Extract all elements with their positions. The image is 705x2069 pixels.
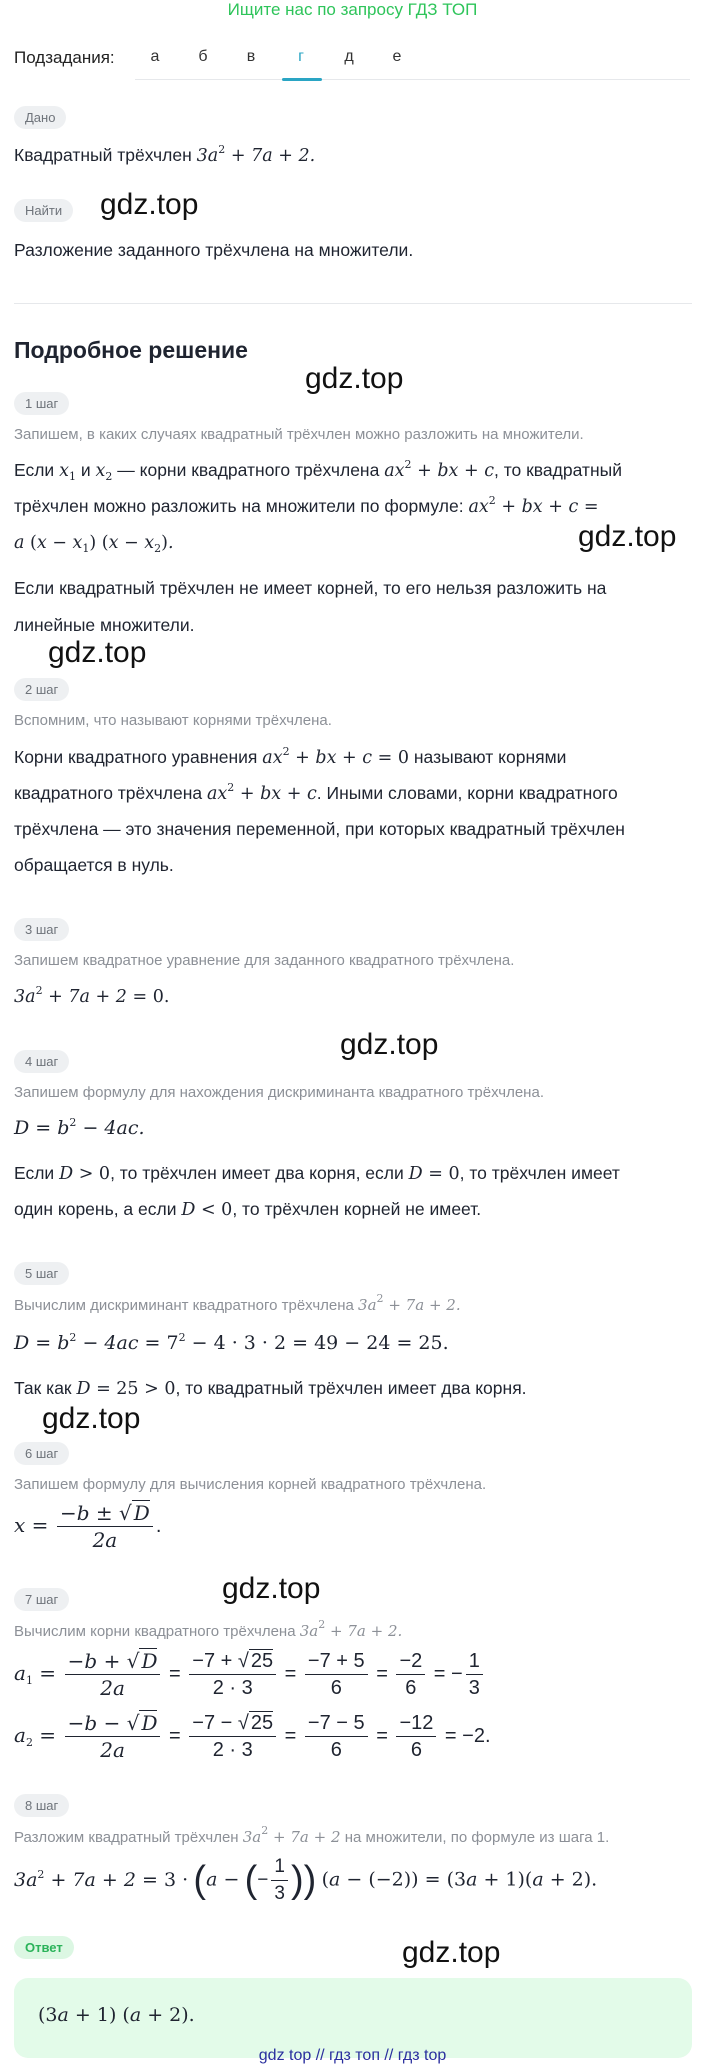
step-6-chip: 6 шаг [14,1442,69,1465]
footer-links[interactable]: gdz top // гдз топ // гдз top [258,2047,447,2064]
step-3-equation: $3a^2 + 7a + 2 = 0$. [14,984,170,1007]
step-8-hint: Разложим квадратный трёхчлен $3a^2 + 7a + 2$ на множители, по формуле из шага 1. [14,1824,610,1846]
tab-b[interactable]: б [198,48,208,65]
step-1-line-3: a $(x - x_1)$ $(x - x_2)$. [14,533,174,555]
solution-title: Подробное решение [14,337,248,363]
step-2-hint: Вспомним, что называют корнями трёхчлена. [14,712,332,729]
find-chip: Найти [14,199,73,222]
step-1-hint: Запишем, в каких случаях квадратный трёхчлен можно разложить на множители. [14,426,584,443]
active-tab-indicator [282,78,322,81]
step-7-hint: Вычислим корни квадратного трёхчлена $3a^2 + 7a + 2$. [14,1618,403,1640]
step-4-formula: $D = b^2 - 4ac$. [14,1116,145,1139]
answer-box [14,1978,692,2058]
tab-d[interactable]: д [344,48,354,65]
watermark: gdz.top [305,362,404,395]
step-2-chip: 2 шаг [14,678,69,701]
watermark: gdz.top [402,1936,501,1969]
watermark: gdz.top [48,636,147,669]
step-1-line-4: Если квадратный трёхчлен не имеет корней, то его нельзя разложить на [14,578,607,598]
answer-chip: Ответ [14,1936,74,1959]
step-7-chip: 7 шаг [14,1588,69,1611]
step-5-hint: Вычислим дискриминант квадратного трёхчлена $3a^2 + 7a + 2$. [14,1292,461,1314]
watermark: gdz.top [340,1028,439,1061]
step-6-formula: x = $\frac{-b \pm √ D}{2a}$ . [14,1501,162,1552]
section-divider [14,303,692,304]
watermark: gdz.top [42,1402,141,1435]
tab-a[interactable]: а [150,48,160,65]
given-text: Квадратный трёхчлен $3a^2 + 7a + 2$. [14,143,316,166]
step-4-line-2: один корень, а если D < 0, то трёхчлен корней не имеет. [14,1199,482,1220]
watermark: gdz.top [222,1572,321,1605]
step-2-line-3: трёхчлена — это значения переменной, при которых квадратный трёхчлен [14,819,625,839]
step-7-root-2: $a_2$ = $\frac{-b - √ D}{2a}$ = $\frac{-7 - √ 25}{2 \cdot 3}$ = $\frac{-7 - 5}{6}$ = $\frac{-12}{6}$ = −2. [14,1711,491,1762]
step-1-line-5: линейные множители. [14,615,195,635]
given-chip: Дано [14,106,66,129]
step-6-hint: Запишем формулу для вычисления корней квадратного трёхчлена. [14,1476,487,1493]
answer-value: (3a + 1) (a + 2). [38,2004,195,2026]
step-3-chip: 3 шаг [14,918,69,941]
step-1-chip: 1 шаг [14,392,69,415]
tab-e[interactable]: е [392,48,402,65]
step-5-conclusion: Так как D = 25 > 0, то квадратный трёхчлен имеет два корня. [14,1378,527,1399]
watermark: gdz.top [578,520,677,553]
tab-g[interactable]: г [298,48,304,65]
tabs-divider [135,79,690,80]
step-3-hint: Запишем квадратное уравнение для заданного квадратного трёхчлена. [14,952,515,969]
subtasks-label: Подзадания: [14,48,115,67]
step-8-equation: $3a^2 + 7a + 2 = 3 \cdot (a$ − (− $\frac{1}{3}$ )) (a − (−2)) = (3a + 1)(a + 2). [14,1856,598,1904]
step-5-equation: $D = b^2 - 4ac = 7^2 - 4 \cdot 3 \cdot 2 = 49 - 24 = 25$. [14,1331,449,1354]
step-1-line-1: Если $x_1$ и $x_2$ — корни квадратного трёхчлена $ax^2$ + bx + c, то квадратный [14,458,622,483]
step-4-line-1: Если D > 0, то трёхчлен имеет два корня, если D = 0, то трёхчлен имеет [14,1163,620,1184]
step-4-chip: 4 шаг [14,1050,69,1073]
step-7-root-1: $a_1$ = $\frac{-b + √ D}{2a}$ = $\frac{-7 + √ 25}{2 \cdot 3}$ = $\frac{-7 + 5}{6}$ = $\frac{-2}{6}$ = − $\frac{1}{3}$ [14,1648,486,1701]
step-1-line-2: трёхчлен можно разложить на множители по формуле: $ax^2$ + bx + c = [14,494,599,517]
step-2-line-4: обращается в нуль. [14,855,174,875]
step-5-chip: 5 шаг [14,1262,69,1285]
tab-v[interactable]: в [246,48,256,65]
step-8-chip: 8 шаг [14,1794,69,1817]
step-2-line-1: Корни квадратного уравнения $ax^2$ + bx + c = 0 называют корнями [14,745,567,768]
step-2-line-2: квадратного трёхчлена $ax^2$ + bx + c. Иными словами, корни квадратного [14,781,618,804]
promo-banner: Ищите нас по запросу ГДЗ ТОП [227,0,478,19]
step-4-hint: Запишем формулу для нахождения дискриминанта квадратного трёхчлена. [14,1084,544,1101]
watermark: gdz.top [100,188,199,221]
find-text: Разложение заданного трёхчлена на множители. [14,240,414,260]
